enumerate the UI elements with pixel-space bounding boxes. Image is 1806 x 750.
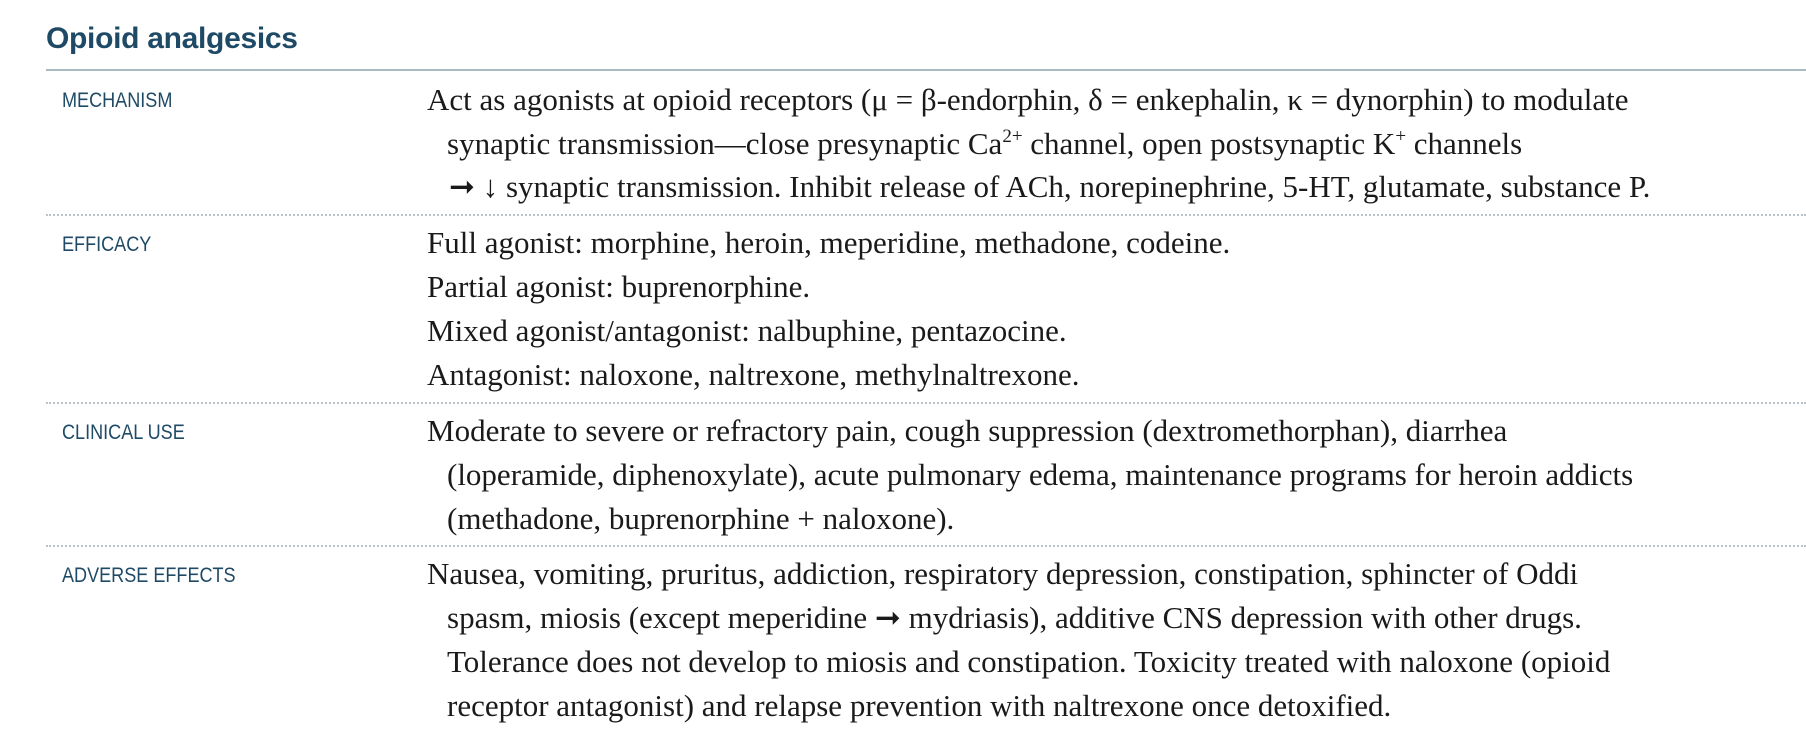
clinical-use-line-1: Moderate to severe or refractory pain, cough suppression (dextromethorphan), diarrhea: [427, 413, 1508, 448]
clinical-use-line-3: (methadone, buprenorphine + naloxone).: [447, 501, 955, 536]
efficacy-line-2: Partial agonist: buprenorphine.: [427, 269, 811, 304]
efficacy-line-1: Full agonist: morphine, heroin, meperidine, methadone, codeine.: [427, 225, 1231, 260]
page-title: Opioid analgesics: [46, 22, 298, 55]
adverse-effects-line-4: receptor antagonist) and relapse prevention with naltrexone once detoxified.: [447, 688, 1392, 723]
mechanism-label: MECHANISM: [62, 89, 173, 112]
clinical-use-label: CLINICAL USE: [62, 421, 185, 444]
mechanism-line-2-text-b: channel, open postsynaptic K: [1022, 126, 1396, 161]
calcium-superscript: 2+: [1002, 126, 1023, 147]
mechanism-line-1: Act as agonists at opioid receptors (μ = β-endorphin, δ = enkephalin, κ = dynorphin) to modulate: [427, 82, 1629, 117]
adverse-effects-line-3: Tolerance does not develop to miosis and constipation. Toxicity treated with naloxone (opioid: [447, 644, 1611, 679]
row-separator: [46, 214, 1806, 216]
mechanism-line-2-text-a: synaptic transmission—close presynaptic Ca: [447, 126, 1003, 161]
adverse-effects-label: ADVERSE EFFECTS: [62, 564, 236, 587]
efficacy-line-4: Antagonist: naloxone, naltrexone, methylnaltrexone.: [427, 357, 1080, 392]
mechanism-line-2-text-c: channels: [1406, 126, 1523, 161]
title-rule: [46, 69, 1806, 71]
clinical-use-line-2: (loperamide, diphenoxylate), acute pulmonary edema, maintenance programs for heroin addicts: [447, 457, 1634, 492]
adverse-effects-line-2: spasm, miosis (except meperidine ➞ mydriasis), additive CNS depression with other drugs.: [447, 600, 1582, 635]
efficacy-label: EFFICACY: [62, 233, 152, 256]
adverse-effects-line-1: Nausea, vomiting, pruritus, addiction, respiratory depression, constipation, sphincter of Oddi: [427, 556, 1579, 591]
efficacy-line-3: Mixed agonist/antagonist: nalbuphine, pentazocine.: [427, 313, 1067, 348]
potassium-superscript: +: [1395, 126, 1407, 147]
mechanism-line-2: [447, 124, 1522, 164]
mechanism-line-3: ➞ ↓ synaptic transmission. Inhibit release of ACh, norepinephrine, 5-HT, glutamate, substance P.: [449, 169, 1651, 204]
row-separator: [46, 545, 1806, 547]
row-separator: [46, 402, 1806, 404]
